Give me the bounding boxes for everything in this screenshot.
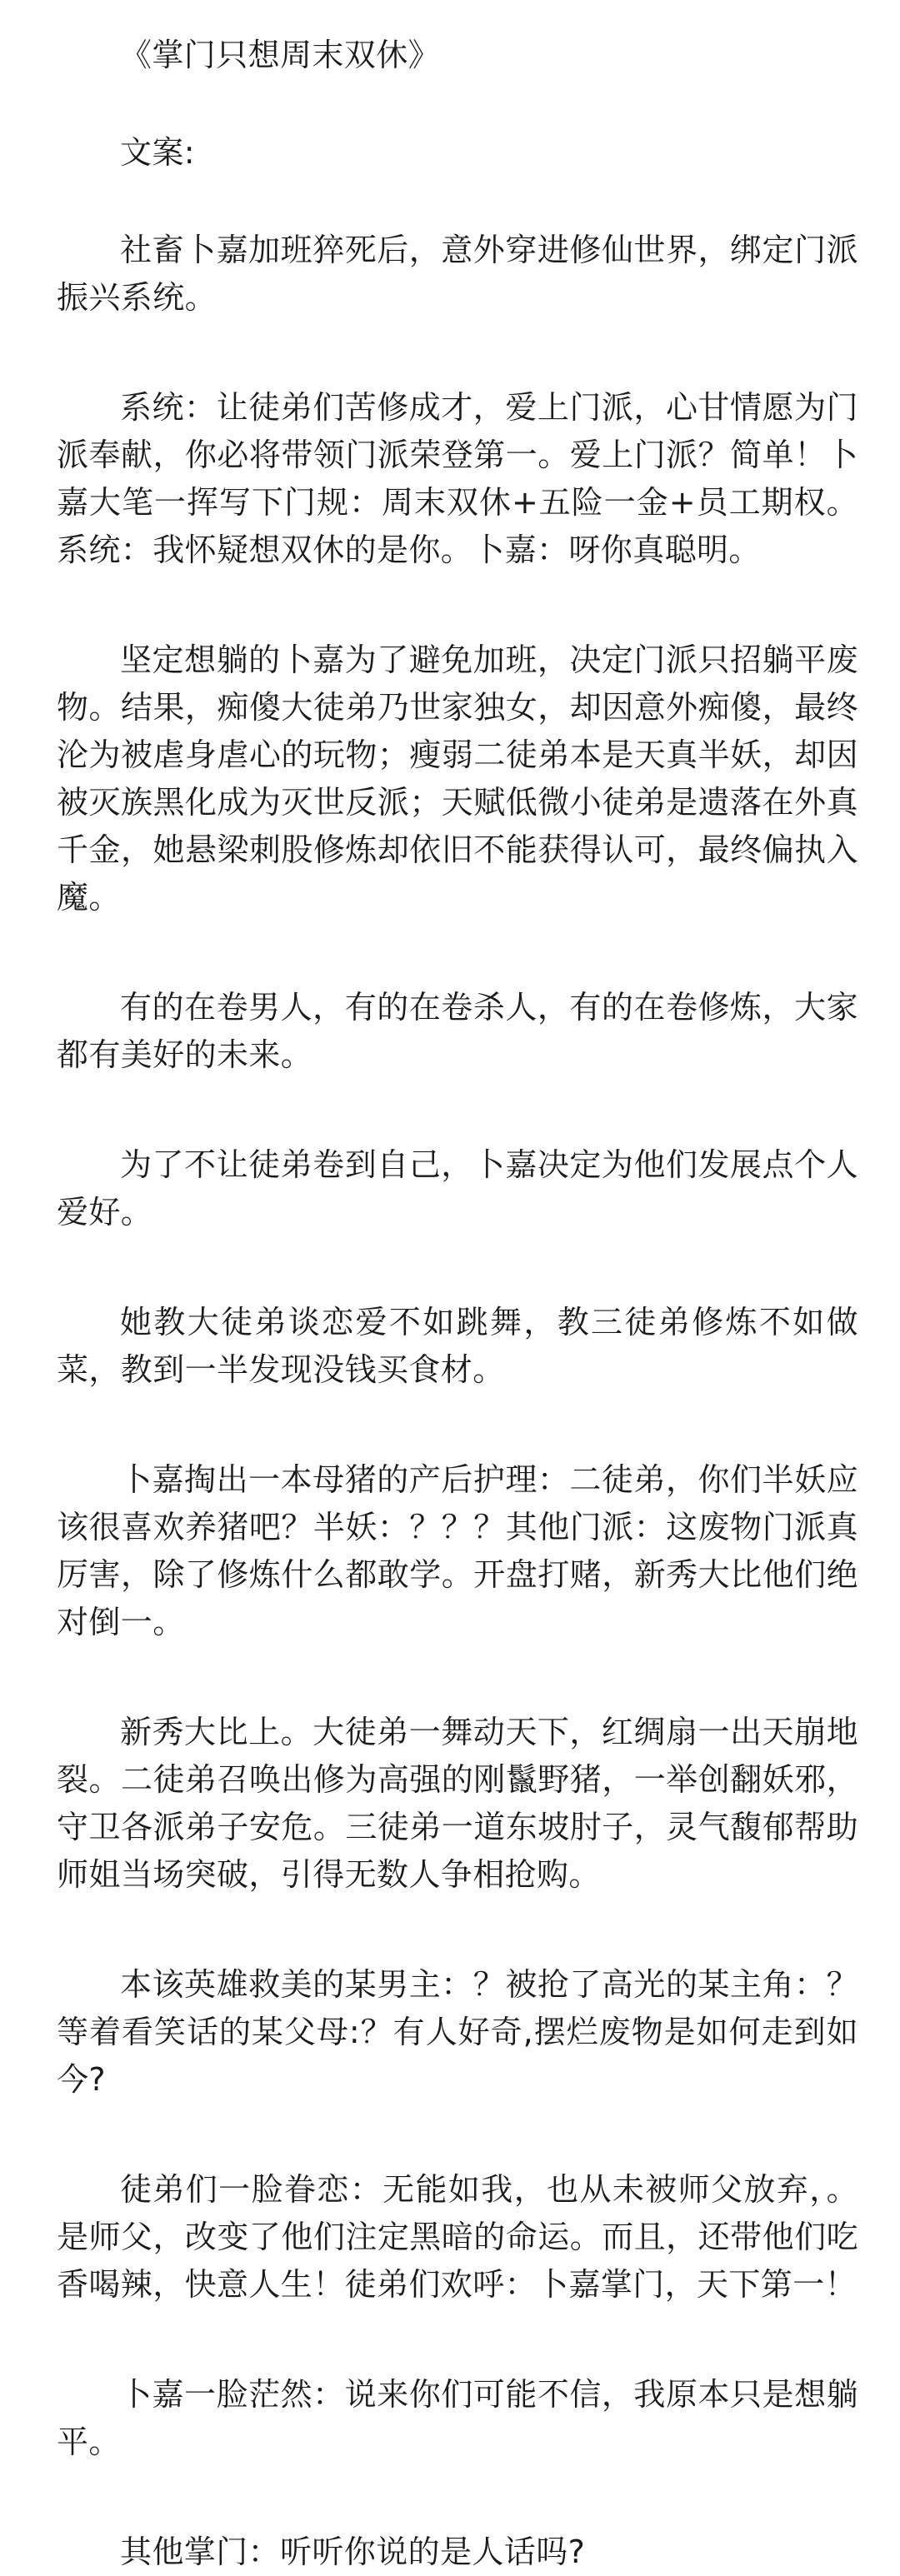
paragraph: 卜嘉一脸茫然：说来你们可能不信，我原本只是想躺平。 [57, 2376, 858, 2460]
paragraph: 有的在卷男人，有的在卷杀人，有的在卷修炼，大家都有美好的未来。 [57, 989, 858, 1073]
paragraph: 徒弟们一脸眷恋：无能如我，也从未被师父放弃，。是师父，改变了他们注定黑暗的命运。而且，还带他们吃香喝辣，快意人生！徒弟们欢呼：卜嘉掌门，天下第一！ [57, 2171, 858, 2303]
paragraph: 社畜卜嘉加班猝死后，意外穿进修仙世界，绑定门派振兴系统。 [57, 232, 858, 316]
paragraph: 系统：让徒弟们苦修成才，爱上门派，心甘情愿为门派奉献，你必将带领门派荣登第一。爱上门派？简单！卜嘉大笔一挥写下门规：周末双休+五险一金+员工期权。系统：我怀疑想双休的是你。卜嘉：呀你真聪明。 [57, 389, 858, 568]
paragraph: 她教大徒弟谈恋爱不如跳舞，教三徒弟修炼不如做菜，教到一半发现没钱买食材。 [57, 1304, 858, 1388]
paragraph: 为了不让徒弟卷到自己，卜嘉决定为他们发展点个人爱好。 [57, 1146, 858, 1231]
section-heading: 文案: [120, 134, 196, 171]
paragraph: 其他掌门：听听你说的是人话吗? [120, 2534, 586, 2570]
paragraph: 新秀大比上。大徒弟一舞动天下，红绸扇一出天崩地裂。二徒弟召唤出修为高强的刚鬣野猪，一举创翻妖邪，守卫各派弟子安危。三徒弟一道东坡肘子，灵气馥郁帮助师姐当场突破，引得无数人争相抢购。 [57, 1714, 858, 1893]
paragraph: 坚定想躺的卜嘉为了避免加班，决定门派只招躺平废物。结果，痴傻大徒弟乃世家独女，却因意外痴傻，最终沦为被虐身虐心的玩物；瘦弱二徒弟本是天真半妖，却因被灭族黑化成为灭世反派；天赋低微小徒弟是遗落在外真千金，她悬梁刺股修炼却依旧不能获得认可，最终偏执入魔。 [57, 642, 858, 916]
book-title: 《掌门只想周末双休》 [120, 37, 441, 73]
paragraph: 本该英雄救美的某男主：？被抢了高光的某主角：？等着看笑话的某父母:？有人好奇,摆烂废物是如何走到如今? [57, 1966, 858, 2098]
paragraph: 卜嘉掏出一本母猪的产后护理：二徒弟，你们半妖应该很喜欢养猪吧？半妖：？？？其他门派：这废物门派真厉害，除了修炼什么都敢学。开盘打赌，新秀大比他们绝对倒一。 [57, 1461, 858, 1640]
